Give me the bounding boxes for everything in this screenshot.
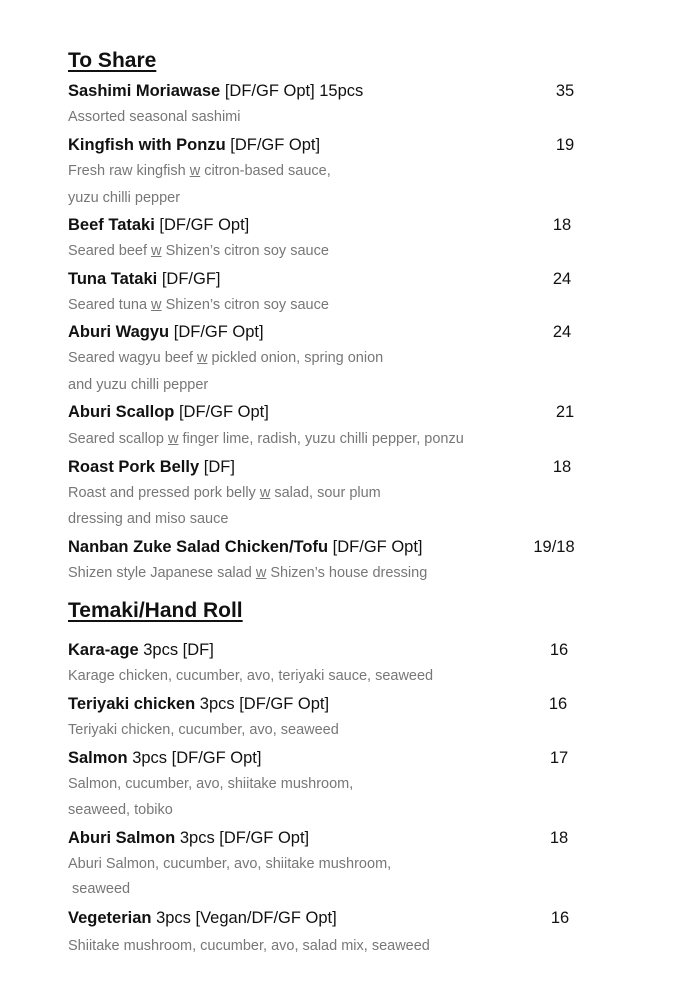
item-name: Nanban Zuke Salad Chicken/Tofu	[68, 538, 329, 556]
item-name: Aburi Salmon	[68, 829, 176, 847]
item-description: Roast and pressed pork belly w salad, sour plum	[68, 485, 381, 501]
item-name: Aburi Scallop	[68, 403, 175, 421]
menu-item	[68, 216, 249, 235]
item-description: dressing and miso sauce	[68, 511, 229, 527]
item-description: seaweed, tobiko	[68, 802, 173, 818]
item-tag: [DF/GF Opt]	[178, 403, 269, 421]
item-price: 18	[552, 458, 572, 476]
item-name: Sashimi Moriawase	[68, 82, 221, 100]
item-price: 19/18	[533, 538, 575, 556]
item-price: 21	[555, 403, 575, 421]
item-price: 16	[548, 695, 568, 713]
item-tag: [DF/GF Opt]	[332, 538, 423, 556]
item-price: 17	[549, 749, 569, 767]
item-description: Teriyaki chicken, cucumber, avo, seaweed	[68, 722, 339, 738]
item-tag: 3pcs [DF/GF Opt]	[199, 695, 330, 713]
item-price: 35	[555, 82, 575, 100]
item-tag: 3pcs [DF]	[143, 641, 214, 659]
item-name: Tuna Tataki	[68, 270, 158, 288]
menu-item	[68, 403, 269, 422]
item-price: 19	[555, 136, 575, 154]
item-price: 18	[552, 216, 572, 234]
item-price: 24	[552, 323, 572, 341]
item-description: Seared beef w Shizen’s citron soy sauce	[68, 243, 329, 259]
item-description: yuzu chilli pepper	[68, 190, 181, 206]
menu-item	[68, 458, 235, 477]
item-description: Fresh raw kingfish w citron-based sauce,	[68, 163, 331, 179]
item-description: Assorted seasonal sashimi	[68, 109, 241, 125]
menu-item	[68, 270, 221, 289]
item-tag: [DF/GF]	[161, 270, 221, 288]
menu-item	[68, 136, 320, 155]
item-name: Kara-age	[68, 641, 139, 659]
item-name: Aburi Wagyu	[68, 323, 170, 341]
section-title-temaki: Temaki/Hand Roll	[68, 599, 243, 622]
item-description: Shiitake mushroom, cucumber, avo, salad mix, seaweed	[68, 938, 430, 954]
item-price: 18	[549, 829, 569, 847]
section-title-to-share: To Share	[68, 49, 157, 72]
item-tag: 3pcs [DF/GF Opt]	[132, 749, 262, 767]
item-name: Kingfish with Ponzu	[68, 136, 226, 154]
item-tag: [DF/GF Opt]	[173, 323, 264, 341]
menu-item	[68, 538, 423, 557]
item-price: 16	[550, 909, 570, 927]
item-description: Aburi Salmon, cucumber, avo, shiitake mushroom,	[68, 856, 392, 872]
item-tag: [DF/GF Opt]	[159, 216, 250, 234]
item-price: 24	[552, 270, 572, 288]
item-description: Seared wagyu beef w pickled onion, spring onion	[68, 350, 384, 366]
item-tag: [DF/GF Opt] 15pcs	[224, 82, 364, 100]
menu-item	[68, 82, 363, 101]
menu-item	[68, 323, 264, 342]
item-name: Teriyaki chicken	[68, 695, 196, 713]
menu-item	[68, 749, 261, 768]
item-description: Shizen style Japanese salad w Shizen’s house dressing	[68, 565, 428, 581]
menu-item	[68, 641, 214, 660]
item-description: Seared scallop w finger lime, radish, yuzu chilli pepper, ponzu	[68, 431, 464, 447]
item-price: 16	[549, 641, 569, 659]
item-tag: [DF]	[203, 458, 235, 476]
item-tag: 3pcs [Vegan/DF/GF Opt]	[156, 909, 337, 927]
item-name: Salmon	[68, 749, 128, 767]
item-name: Roast Pork Belly	[68, 458, 200, 476]
item-description: Salmon, cucumber, avo, shiitake mushroom,	[68, 776, 354, 792]
item-description: Karage chicken, cucumber, avo, teriyaki sauce, seaweed	[68, 668, 434, 684]
item-tag: [DF/GF Opt]	[230, 136, 321, 154]
item-tag: 3pcs [DF/GF Opt]	[179, 829, 310, 847]
item-description: and yuzu chilli pepper	[68, 377, 209, 393]
menu-item	[68, 829, 309, 848]
item-description: Seared tuna w Shizen’s citron soy sauce	[68, 297, 329, 313]
item-name: Vegeterian	[68, 909, 152, 927]
item-name: Beef Tataki	[68, 216, 155, 234]
menu-item	[68, 695, 329, 714]
menu-item	[68, 909, 337, 928]
item-description: seaweed	[68, 881, 131, 897]
